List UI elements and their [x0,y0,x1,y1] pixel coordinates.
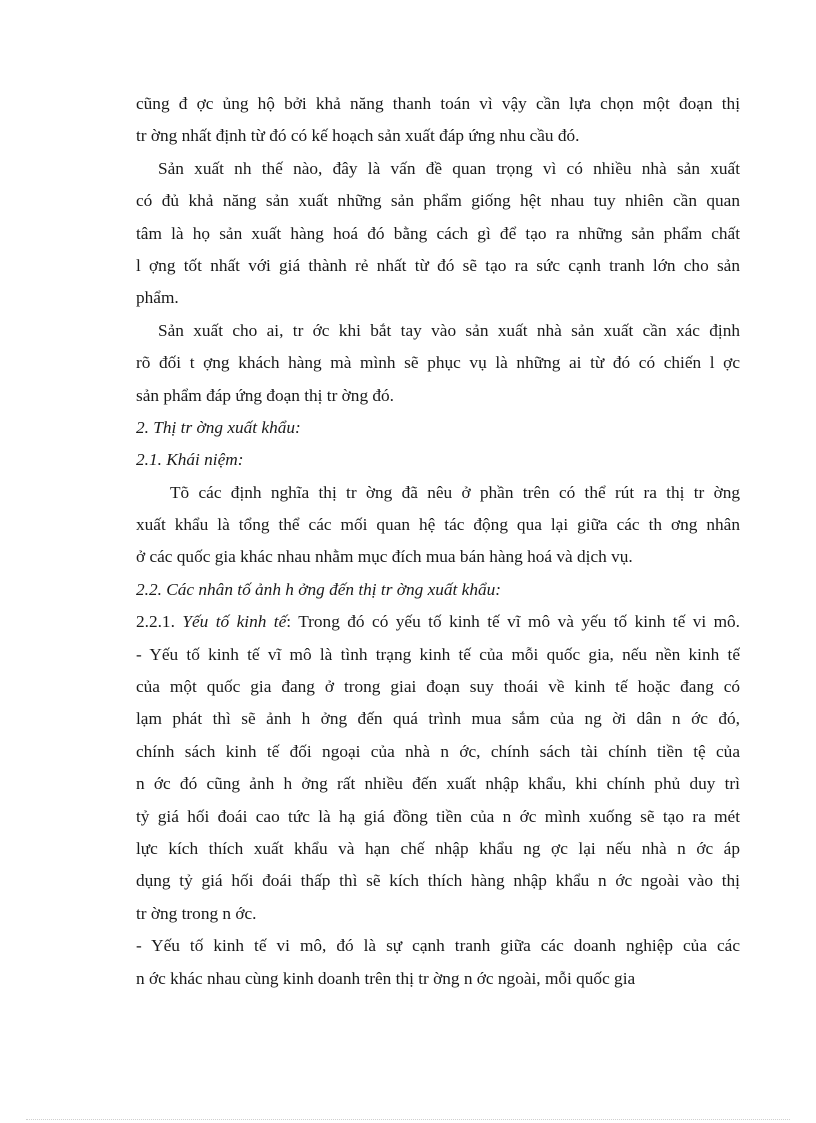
text-line-econ-factor [136,606,740,638]
text-line: tr ờng nhất định từ đó có kế hoạch sản xuất đáp ứng nhu cầu đó. [136,126,580,146]
econ-factor-text: : Trong đó có yếu tố kinh tế vĩ mô và yếu tố kinh tế vi mô. [286,612,740,632]
text-line: phẩm. [136,288,179,308]
text-line: n ớc khác nhau cùng kinh doanh trên thị tr ờng n ớc ngoài, mỗi quốc gia [136,968,636,988]
text-line: Tõ các định nghĩa thị tr ờng đã nêu ở phần trên có thể rút ra thị tr ờng [170,482,740,502]
text-line: sản phẩm đáp ứng đoạn thị tr ờng đó. [136,385,395,405]
item-number: 2.2.1. [136,612,183,632]
text-line: lạm phát thì sẽ ảnh h ởng đến quá trình mua sắm của ng ời dân n ớc đó, [136,709,740,729]
text-line: Sản xuất cho ai, tr ớc khi bắt tay vào sản xuất nhà sản xuất cần xác định [158,320,740,340]
text-line: tr ờng trong n ớc. [136,903,257,923]
text-line: của một quốc gia đang ở trong giai đoạn suy thoái về kinh tế hoặc đang có [136,677,740,697]
econ-factor-label: Yếu tố kinh tế [182,612,287,632]
text-line: - Yếu tố kinh tế vi mô, đó là sự cạnh tranh giữa các doanh nghiệp của các [136,936,740,956]
text-line: dụng tỷ giá hối đoái thấp thì sẽ kích thích hàng nhập khẩu n ớc ngoài vào thị [136,871,740,891]
text-line: Sản xuất nh thế nào, đây là vấn đề quan trọng vì có nhiều nhà sản xuất [158,158,740,178]
text-line: lực kích thích xuất khẩu và hạn chế nhập khẩu ng ợc lại nếu nhà n ớc áp [136,838,740,858]
text-line: l ợng tốt nhất với giá thành rẻ nhất từ đó sẽ tạo ra sức cạnh tranh lớn cho sản [136,255,740,275]
section-heading: 2. Thị tr ờng xuất khẩu: [136,417,301,437]
text-line: cũng đ ợc ủng hộ bởi khả năng thanh toán vì vậy cần lựa chọn một đoạn thị [136,94,740,113]
page-bottom-rule [26,1119,790,1120]
text-line: rõ đối t ợng khách hàng mà mình sẽ phục vụ là những ai từ đó có chiến l ợc [136,353,740,373]
text-line: xuất khẩu là tổng thể các mối quan hệ tác động qua lại giữa các th ơng nhân [136,515,740,535]
text-line: có đủ khả năng sản xuất những sản phẩm giống hệt nhau tuy nhiên cần quan [136,191,740,211]
subsection-heading: 2.1. Khái niệm: [136,450,244,470]
text-line: - Yếu tố kinh tế vĩ mô là tình trạng kinh tế của mỗi quốc gia, nếu nền kinh tế [136,644,740,664]
text-line: tỷ giá hối đoái cao tức là hạ giá đồng tiền của n ớc mình xuống sẽ tạo ra mét [136,806,740,826]
text-line: ở các quốc gia khác nhau nhằm mục đích mua bán hàng hoá và dịch vụ. [136,547,633,567]
subsection-heading: 2.2. Các nhân tố ảnh h ởng đến thị tr ờng xuất khẩu: [136,579,501,599]
text-line: n ớc đó cũng ảnh h ởng rất nhiều đến xuất nhập khẩu, khi chính phủ duy trì [136,774,740,794]
text-line: chính sách kinh tế đối ngoại của nhà n ớc, chính sách tài chính tiền tệ của [136,741,740,761]
document-body [136,88,740,995]
text-line: tâm là họ sản xuất hàng hoá đó bằng cách gì để tạo ra những sản phẩm chất [136,223,740,243]
